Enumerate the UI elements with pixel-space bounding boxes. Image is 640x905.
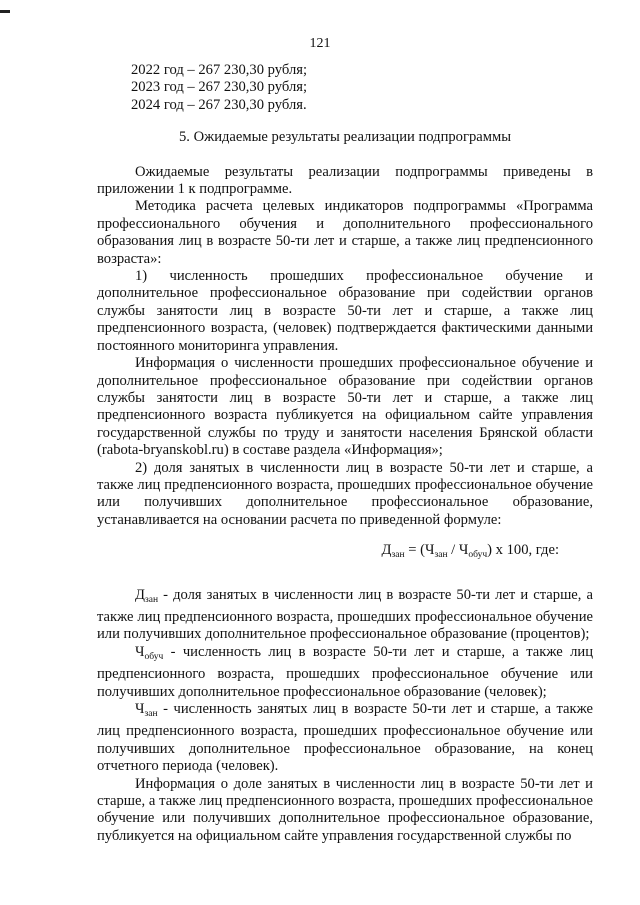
paragraph-methodology: Методика расчета целевых индикаторов подпрограммы «Программа профессионального обучения и дополнительного профессионального образования лиц в возрасте 50-ти лет и старше, а также лиц предпенсионного возраста»: [97, 198, 593, 267]
definition-ch-zan-text: - численность занятых лиц в возрасте 50-ти лет и старше, а также лиц предпенсионного возраста, прошедших профессиональное обучение или получивших дополнительное профессиональное образование, на конец отчетного периода (человек). [97, 701, 593, 775]
definition-d-zan [97, 587, 593, 644]
definition-ch-zan-symbol: Ч [135, 701, 145, 717]
definition-d-subscript: зан [144, 594, 159, 605]
definition-ch-obuch [97, 644, 593, 701]
formula-eq-open: = ( [404, 542, 425, 559]
definition-ch-obuch-text: - численность лиц в возрасте 50-ти лет и старше, а также лиц предпенсионного возраста, прошедших профессиональное обучение или получивших дополнительное профессиональное образование (человек); [97, 643, 593, 700]
document-body [97, 62, 593, 845]
formula-tail: ) х 100, где: [487, 542, 559, 559]
paragraph-info-publication: Информация о численности прошедших профессиональное обучение и дополнительное профессиональное образование при содействии органов службы занятости лиц в возрасте 50-ти лет и старше, а также лиц предпенсионного возраста публикуется на официальном сайте управления государственной службы по труду и занятости населения Брянской области (rabota-bryanskobl.ru) в составе раздела «Информация»; [97, 355, 593, 459]
formula-ch-obuch-subscript: обуч [468, 550, 488, 561]
scan-edge-mark [0, 10, 10, 13]
definition-d-text: - доля занятых в численности лиц в возрасте 50-ти лет и старше, а также лиц предпенсионного возраста, прошедших профессиональное обучение или получивших дополнительное профессиональное образование (процентов); [97, 586, 593, 643]
formula [97, 542, 593, 564]
formula-d-subscript: зан [391, 550, 405, 561]
paragraph-indicator-1: 1) численность прошедших профессиональное обучение и дополнительное профессиональное образование при содействии органов службы занятости лиц в возрасте 50-ти лет и старше, а также лиц предпенсионного возраста, (человек) подтверждается фактическими данными постоянного мониторинга управления. [97, 268, 593, 354]
amount-line-2022: 2022 год – 267 230,30 рубля; [131, 62, 307, 78]
definition-ch-zan-subscript: зан [144, 709, 158, 719]
formula-ch-obuch-symbol: Ч [458, 542, 469, 559]
definition-ch-zan [97, 701, 593, 776]
formula-ch-zan-subscript: зан [434, 550, 448, 561]
definition-ch-obuch-subscript: обуч [144, 651, 164, 662]
page-number: 121 [309, 36, 331, 51]
definition-ch-obuch-symbol: Ч [135, 643, 145, 660]
formula-ch-zan-symbol: Ч [424, 542, 435, 559]
definition-d-symbol: Д [135, 586, 145, 603]
section-heading: 5. Ожидаемые результаты реализации подпрограммы [178, 129, 512, 146]
paragraph-indicator-2: 2) доля занятых в численности лиц в возрасте 50-ти лет и старше, а также лиц предпенсионного возраста, прошедших профессиональное обучение или получивших дополнительное профессиональное образование, устанавливается на основании расчета по приведенной формуле: [97, 459, 593, 528]
paragraph-closing: Информация о доле занятых в численности лиц в возрасте 50-ти лет и старше, а также лиц предпенсионного возраста, прошедших профессиональное обучение или получивших дополнительное профессиональное образование, публикуется на официальном сайте управления государственной службы по [97, 775, 593, 844]
paragraph-expected-results: Ожидаемые результаты реализации подпрограммы приведены в приложении 1 к подпрограмме. [97, 163, 593, 198]
amount-line-2023: 2023 год – 267 230,30 рубля; [131, 79, 307, 96]
amount-line-2024: 2024 год – 267 230,30 рубля. [131, 96, 307, 113]
formula-slash: / [447, 542, 459, 559]
formula-d-symbol: Д [381, 542, 392, 559]
